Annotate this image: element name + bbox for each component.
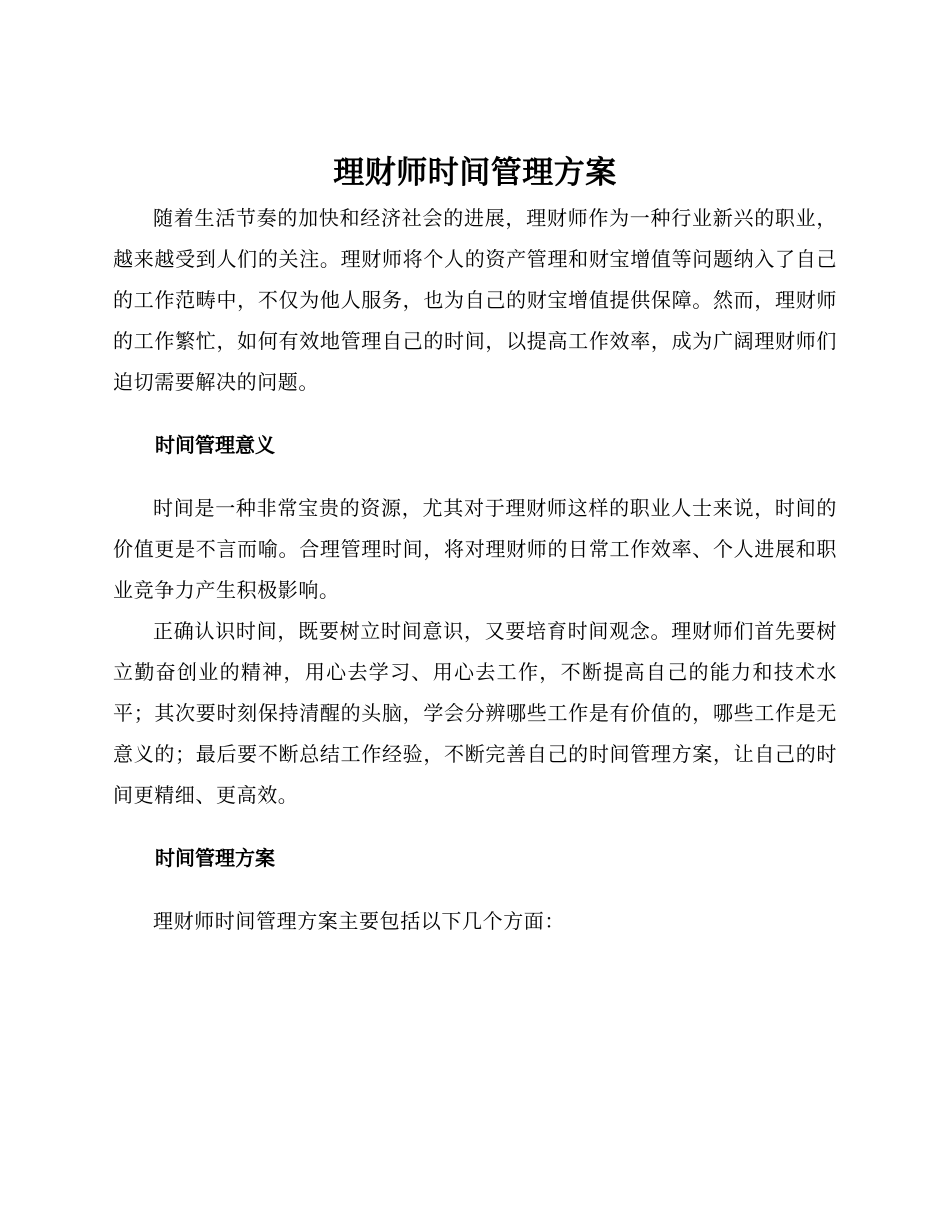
significance-paragraph-2: 正确认识时间，既要树立时间意识，又要培育时间观念。理财师们首先要树立勤奋创业的精神，用心去学习、用心去工作，不断提高自己的能力和技术水平；其次要时刻保持清醒的头脑，学会分辨哪些工作是有价值的，哪些工作是无意义的；最后要不断总结工作经验，不断完善自己的时间管理方案，让自己的时间更精细、更高效。	[113, 619, 837, 807]
intro-paragraph: 随着生活节奏的加快和经济社会的进展，理财师作为一种行业新兴的职业，越来越受到人们的关注。理财师将个人的资产管理和财宝增值等问题纳入了自己的工作范畴中，不仅为他人服务，也为自己的财宝增值提供保障。然而，理财师的工作繁忙，如何有效地管理自己的时间，以提高工作效率，成为广阔理财师们迫切需要解决的问题。	[113, 206, 837, 394]
document-title: 理财师时间管理方案	[333, 155, 617, 191]
significance-paragraph-1: 时间是一种非常宝贵的资源，尤其对于理财师这样的职业人士来说，时间的价值更是不言而喻。合理管理时间，将对理财师的日常工作效率、个人进展和职业竞争力产生积极影响。	[113, 496, 837, 602]
plan-paragraph-1: 理财师时间管理方案主要包括以下几个方面：	[153, 909, 565, 933]
document-body	[113, 150, 837, 942]
section-heading-significance: 时间管理意义	[155, 433, 275, 457]
section-heading-plan: 时间管理方案	[155, 846, 275, 870]
